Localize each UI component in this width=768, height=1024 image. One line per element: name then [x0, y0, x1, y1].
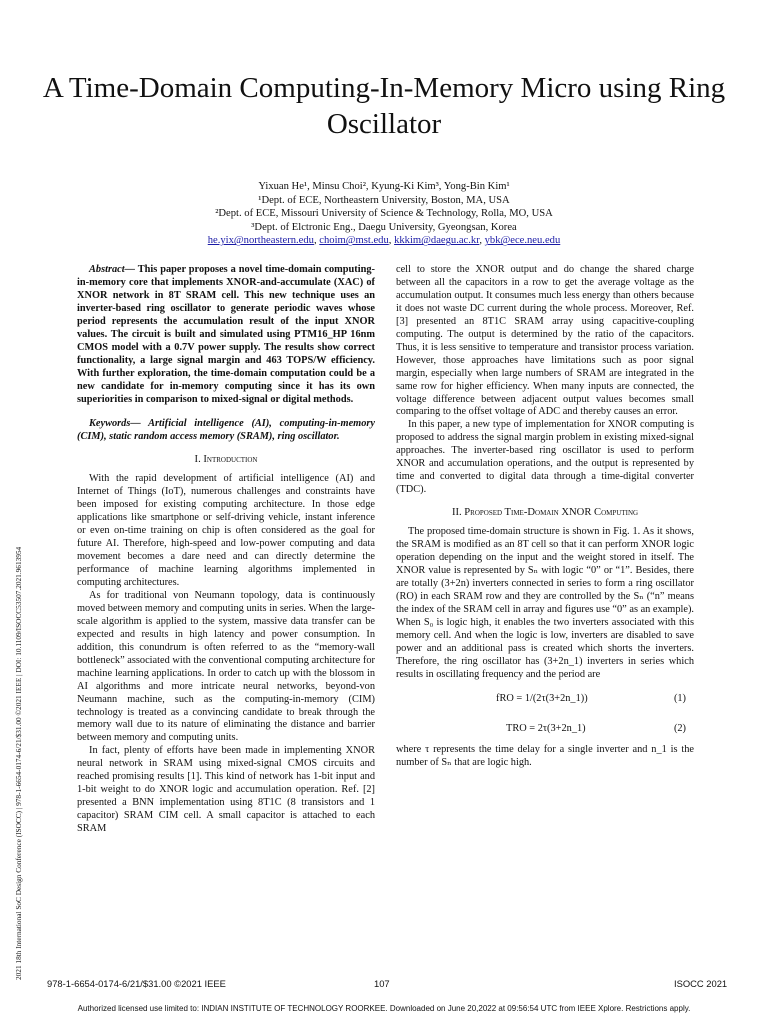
paragraph: The proposed time-domain structure is shown in Fig. 1. As it shows, the SRAM is modified as an 8T cell so that it can perform XNOR logic operation depending on the input and the weight stored in itself. The XNOR value is represented by Sₙ with logic “0” or “1”. Besides, there are totally (3+2n) inverters connected in series to form a ring oscillator (RO) in each SRAM row and they are controlled by the Sₙ (“n” means the index of the SRAM cell in array and figures use “0” as an example). When S₀ is logic high, it enables the two inverters associated with this memory cell. And when the logic is low, inverters are disabled to save power and an additional pass is created which shorts the inverters. Therefore, the ring oscillator has (3+2n_1) inverters in series which results in oscillating frequency and the period are — [396, 526, 694, 680]
equation-number: (1) — [673, 692, 686, 704]
email-link-4[interactable]: ybk@ece.neu.edu — [484, 235, 561, 247]
equation-expression: fRO = 1/(2τ(3+2n_1)) — [496, 692, 588, 704]
author-names: Yixuan He¹, Minsu Choi², Kyung-Ki Kim³, Yong-Bin Kim¹ — [258, 181, 510, 192]
author-block — [60, 180, 708, 248]
equation-1 — [396, 690, 694, 712]
email-list: he.yix@northeastern.edu, choim@mst.edu, kkkim@daegu.ac.kr, ybk@ece.neu.edu — [207, 235, 561, 247]
section-heading-proposed: II. Proposed Time-Domain XNOR Computing — [451, 507, 639, 519]
affiliation-1: ¹Dept. of ECE, Northeastern University, Boston, MA, USA — [258, 194, 510, 206]
affiliation-3: ³Dept. of Elctronic Eng., Daegu University, Gyeongsan, Korea — [251, 221, 517, 233]
paragraph: With the rapid development of artificial intelligence (AI) and Internet of Things (IoT), numerous challenges and constraints have been imposed for existing computing architecture. In those edge applications like smartphone or self-driving vehicle, instant inference or even on-time training on chip is often considered as the goal for future AI. Therefore, high-speed and low-power computing and data movement becomes a dare need and can directly determine the performance of machine learning algorithms implemented in computing architectures. — [77, 473, 375, 588]
affiliation-2: ²Dept. of ECE, Missouri University of Science & Technology, Rolla, MO, USA — [215, 208, 553, 220]
abstract — [77, 264, 375, 406]
abstract-text: This paper proposes a novel time-domain computing-in-memory core that implements XNOR-and-accumulate (XAC) of XNOR network in 8T SRAM cell. This new technique uses an inverter-based ring oscillator to generate periodic waves whose period represents the accumulation result of the input XNOR values. The circuit is built and simulated using PTM16_HP 16nm CMOS model with a 0.7V power supply. The results show correct functionality, a large signal margin and 463 TOPS/W efficiency. With further exploration, the time-domain computation could be a new candidate for in-memory computing since it has its own superiorities in comparison to mixed-signal or digital methods. — [77, 264, 375, 405]
keywords: Keywords— Artificial intelligence (AI), computing-in-memory (CIM), static random access memory (SRAM), ring oscillator. — [77, 418, 375, 443]
paragraph: In this paper, a new type of implementation for XNOR computing is proposed to address the signal margin problem in existing mixed-signal approaches. The inverter-based ring oscillator is used to perform XNOR and accumulation operations, and the output is represented by time and converted to digital data through a time-digital converter (TDC). — [396, 419, 694, 496]
paragraph: where τ represents the time delay for a single inverter and n_1 is the number of Sₙ that are logic high. — [396, 743, 694, 768]
paper-title: A Time-Domain Computing-In-Memory Micro using Ring Oscillator — [42, 72, 726, 140]
paragraph: cell to store the XNOR output and do change the shared charge between all the capacitors in a row to get the average voltage as the accumulation output. It consumes much less energy than others because it does not waste DC current during the whole process. Moreover, Ref. [3] presented an 8T1C SRAM array using capacitive-coupling computing. The output is determined by the ratio of the capacitors. Thus, it is less sensitive to temperature and transistor process variation. However, those approaches have limitations such as poor signal margin, especially when large numbers of SRAM are integrated in the same row for higher efficiency. When many inputs are connected, the voltage difference between adjacent output values becomes small comparing to the offset voltage of ADC and thereby causes an error. — [396, 264, 694, 418]
conference-sidebar: 2021 18th International SoC Design Conference (ISOCC) | 978-1-6654-0174-6/21/$31.00 ©2021 IEEE | DOI: 10.1109/ISOCC53507.2021.9613954 — [14, 546, 23, 980]
section-heading-introduction: I. Introduction — [194, 454, 258, 466]
left-column — [77, 264, 375, 836]
equation-expression: TRO = 2τ(3+2n_1) — [506, 722, 586, 734]
paragraph: In fact, plenty of efforts have been made in implementing XNOR neural network in SRAM using mixed-signal CMOS circuits and reached promising results [1]. This kind of network has 1-bit input and 1-bit weight to do XNOR logic and accumulation operation. Ref. [2] presented a BNN implementation using 8T1C (8 transistors and 1 capacitor) SRAM CIM cell. A small capacitor is attached to each SRAM — [77, 745, 375, 835]
equation-2 — [396, 720, 694, 742]
email-link-3[interactable]: kkkim@daegu.ac.kr — [394, 235, 480, 247]
email-link-2[interactable]: choim@mst.edu — [319, 235, 389, 247]
email-link-1[interactable]: he.yix@northeastern.edu — [207, 235, 314, 247]
footer-conference: ISOCC 2021 — [674, 978, 728, 989]
paragraph: As for traditional von Neumann topology, data is continuously moved between memory and computing units in series. When the large-scale algorithm is applied to the system, massive data transfer can be expected and results in high latency and power consumption. In addition, this conundrum is often referred to as the “memory-wall bottleneck” associated with the conventional computing architecture for machine learning applications. In order to catch up with the blossom in AI algorithms and more intricate neural networks, beyond-von Neumann machine, such as the computing-in-memory (CIM) technology is treated as a convincing candidate to break through the memory wall due to its nature of eliminating the distance and barrier between memory and computing units. — [77, 589, 375, 744]
right-column — [396, 264, 694, 769]
equation-number: (2) — [673, 722, 686, 734]
footer-isbn: 978-1-6654-0174-6/21/$31.00 ©2021 IEEE — [47, 978, 226, 989]
page-number: 107 — [374, 978, 390, 989]
abstract-label: Abstract— — [89, 264, 135, 275]
authorized-use-notice: Authorized licensed use limited to: INDIAN INSTITUTE OF TECHNOLOGY ROORKEE. Downloaded on June 20,2022 at 09:56:54 UTC from IEEE Xplore. Restrictions apply. — [77, 1004, 691, 1013]
